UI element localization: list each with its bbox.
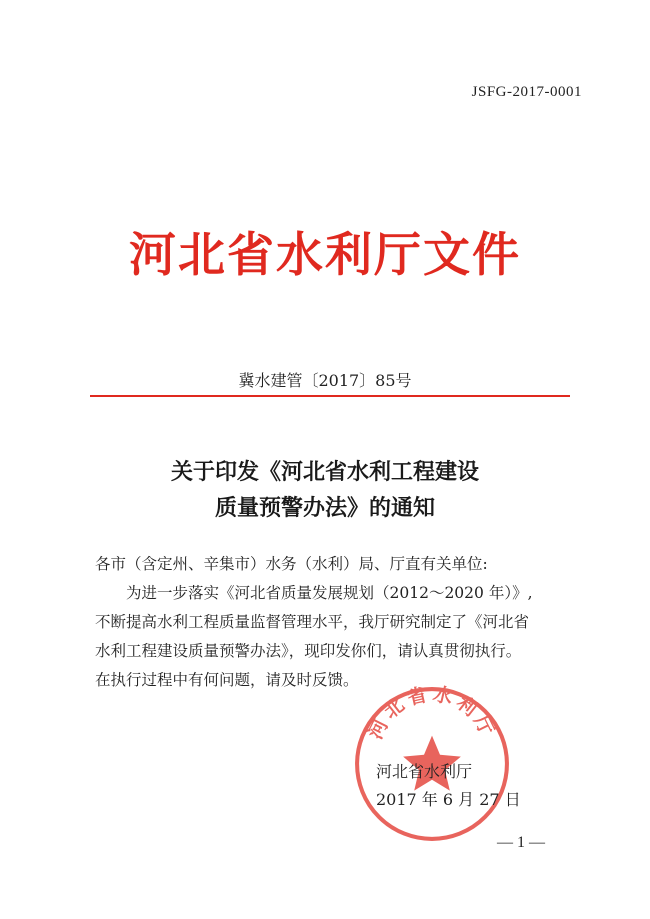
notice-title [0,455,650,527]
body-line: 不断提高水利工程质量监督管理水平，我厅研究制定了《河北省 [95,613,530,631]
signature-date: 2017 年 6 月 27 日 [376,790,521,809]
seal-text: 河北省水利厅 [363,683,501,743]
notice-title-line-2: 质量预警办法》的通知 [214,496,435,521]
svg-text:河北省水利厅 [364,683,501,743]
issuer-header: 河北省水利厅文件 [129,228,521,283]
body-line: 在执行过程中有何问题，请及时反馈。 [95,671,359,689]
notice-title-line-1: 关于印发《河北省水利工程建设 [170,460,479,485]
document-number: 冀水建管〔2017〕85号 [238,371,412,390]
red-divider-line [90,395,570,397]
recipients-line: 各市（含定州、辛集市）水务（水利）局、厅直有关单位: [95,555,488,573]
body-line: 为进一步落实《河北省质量发展规划（2012～2020 年）》, [126,584,533,602]
page-number: — 1 — [497,834,545,851]
notice-body [95,550,575,695]
signature-organization: 河北省水利厅 [376,762,473,781]
body-line: 水利工程建设质量预警办法》，现印发你们，请认真贯彻执行。 [95,642,522,660]
signature-block [376,758,521,814]
document-code: JSFG-2017-0001 [471,84,582,100]
